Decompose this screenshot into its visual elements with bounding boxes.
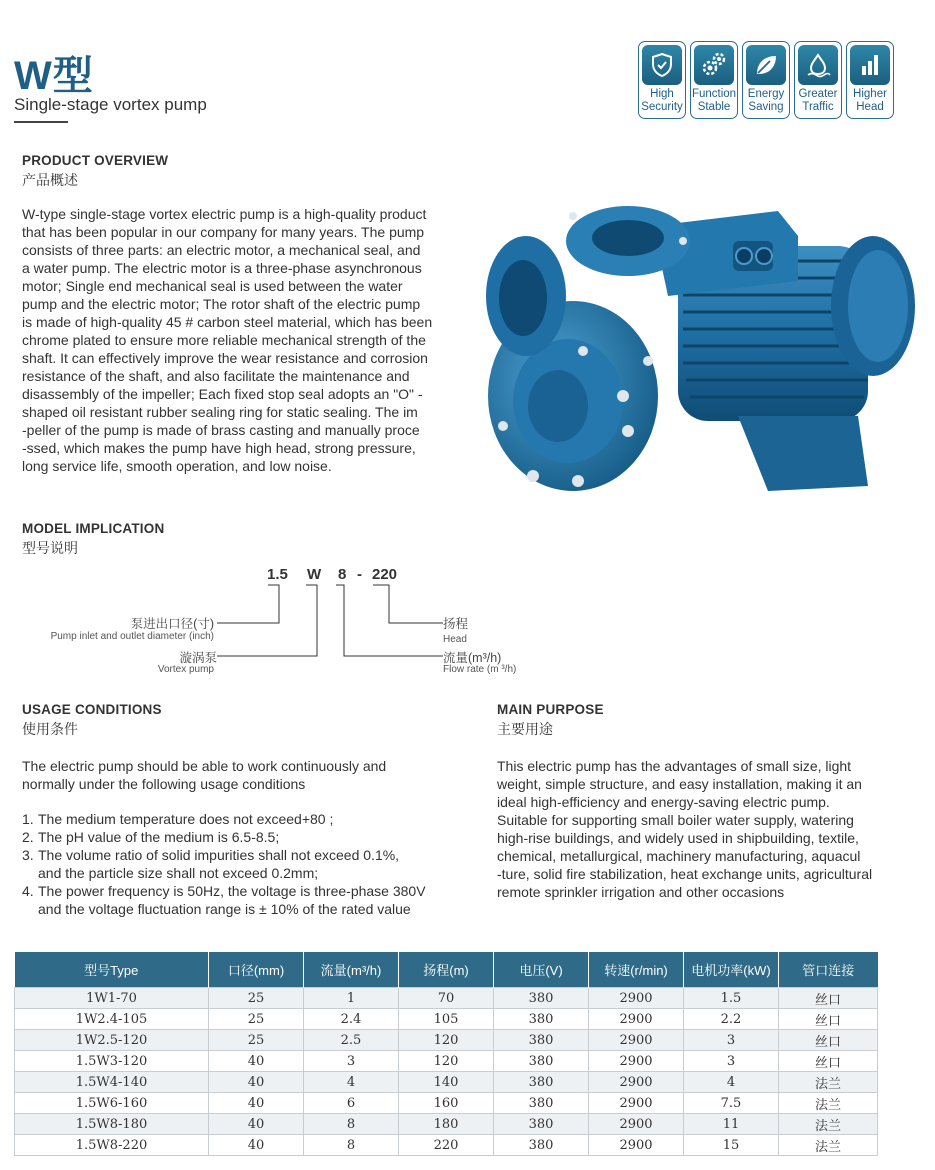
label-head-en: Head xyxy=(443,634,467,645)
table-cell: 11 xyxy=(684,1114,779,1135)
table-cell: 法兰 xyxy=(779,1135,878,1156)
overview-line: -ssed, which makes the pump have high head, strong pressure, xyxy=(22,440,416,456)
table-row xyxy=(15,1093,878,1114)
table-row xyxy=(15,1051,878,1072)
feature-label: Greater Traffic xyxy=(798,88,838,113)
section-title-en: USAGE CONDITIONS xyxy=(22,702,162,717)
overview-line: -peller of the pump is made of brass casting and manually proce xyxy=(22,422,420,438)
page-title: W型 xyxy=(14,54,94,98)
purpose-line: ideal high-efficiency and energy-saving electric pump. xyxy=(497,794,830,810)
overview-line: a water pump. The electric motor is a three-phase asynchronous xyxy=(22,260,422,276)
purpose-line: weight, simple structure, and easy installation, making it an xyxy=(497,776,862,792)
feature-label: High Security xyxy=(641,88,683,113)
table-cell: 220 xyxy=(399,1135,494,1156)
table-cell: 法兰 xyxy=(779,1072,878,1093)
table-cell: 1.5W8-180 xyxy=(15,1114,209,1135)
label-flow-rate-zh: 流量(m³/h) xyxy=(443,651,502,665)
table-cell: 380 xyxy=(494,1093,589,1114)
usage-heading xyxy=(22,702,162,739)
table-cell: 2.4 xyxy=(304,1009,399,1030)
feature-label: Higher Head xyxy=(853,88,887,113)
list-line: The pH value of the medium is 6.5-8.5; xyxy=(38,829,280,845)
label-vortex-pump-en: Vortex pump xyxy=(157,664,214,675)
purpose-text xyxy=(497,757,922,901)
purpose-line: remote sprinkler irrigation and other occasions xyxy=(497,884,785,900)
model-code-part: 1.5 xyxy=(267,566,288,583)
list-item xyxy=(22,846,482,882)
list-line: The medium temperature does not exceed+80 ; xyxy=(38,811,334,827)
model-code-part: 8 xyxy=(338,566,347,583)
table-cell: 2900 xyxy=(589,1114,684,1135)
list-line: The volume ratio of solid impurities shall not exceed 0.1%, xyxy=(38,847,400,863)
table-cell: 2900 xyxy=(589,1072,684,1093)
list-item xyxy=(22,828,482,846)
table-cell: 380 xyxy=(494,1135,589,1156)
section-title-en: PRODUCT OVERVIEW xyxy=(22,153,169,168)
section-title-zh: 主要用途 xyxy=(497,721,553,737)
table-cell: 1.5W4-140 xyxy=(15,1072,209,1093)
table-cell: 380 xyxy=(494,988,589,1009)
table-header-cell: 流量(m³/h) xyxy=(304,952,399,988)
label-vortex-pump-zh: 漩涡泵 xyxy=(179,651,217,665)
table-cell: 2900 xyxy=(589,1135,684,1156)
list-line: The power frequency is 50Hz, the voltage is three-phase 380V xyxy=(38,883,426,899)
table-row xyxy=(15,1114,878,1135)
table-cell: 丝口 xyxy=(779,1009,878,1030)
overview-line: W-type single-stage vortex electric pump is a high-quality product xyxy=(22,206,427,222)
table-cell: 3 xyxy=(684,1051,779,1072)
table-cell: 380 xyxy=(494,1072,589,1093)
feature-label: Energy Saving xyxy=(747,88,785,113)
table-header-cell: 电机功率(kW) xyxy=(684,952,779,988)
table-cell: 105 xyxy=(399,1009,494,1030)
table-cell: 1 xyxy=(304,988,399,1009)
label-inlet-diameter-en: Pump inlet and outlet diameter (inch) xyxy=(50,631,214,642)
table-cell: 2.5 xyxy=(304,1030,399,1051)
label-head xyxy=(443,614,468,646)
list-number: 1. xyxy=(22,811,34,827)
table-cell: 120 xyxy=(399,1051,494,1072)
table-cell: 1W2.4-105 xyxy=(15,1009,209,1030)
usage-list xyxy=(22,810,482,918)
table-cell: 1.5W3-120 xyxy=(15,1051,209,1072)
table-cell: 1.5W8-220 xyxy=(15,1135,209,1156)
usage-intro xyxy=(22,757,482,793)
section-title-en: MODEL IMPLICATION xyxy=(22,521,165,536)
table-row xyxy=(15,1072,878,1093)
table-cell: 2.2 xyxy=(684,1009,779,1030)
table-cell: 160 xyxy=(399,1093,494,1114)
table-header-cell: 型号Type xyxy=(15,952,209,988)
overview-line: motor; Single end mechanical seal is used between the water xyxy=(22,278,403,294)
table-cell: 380 xyxy=(494,1114,589,1135)
usage-intro-line: normally under the following usage conditions xyxy=(22,776,306,792)
list-number: 4. xyxy=(22,883,34,899)
purpose-line: This electric pump has the advantages of small size, light xyxy=(497,758,852,774)
table-header-cell: 扬程(m) xyxy=(399,952,494,988)
table-cell: 1W2.5-120 xyxy=(15,1030,209,1051)
table-cell: 丝口 xyxy=(779,1030,878,1051)
table-cell: 丝口 xyxy=(779,988,878,1009)
table-cell: 2900 xyxy=(589,1051,684,1072)
overview-line: is made of high-quality 45 # carbon steel material, which has been xyxy=(22,314,433,330)
table-cell: 380 xyxy=(494,1030,589,1051)
list-line: and the voltage fluctuation range is ± 10% of the rated value xyxy=(38,901,411,917)
overview-line: that has been popular in our company for many years. The pump xyxy=(22,224,425,240)
purpose-line: high-rise buildings, and widely used in shipbuilding, textile, xyxy=(497,830,859,846)
table-cell: 40 xyxy=(209,1051,304,1072)
table-header-cell: 口径(mm) xyxy=(209,952,304,988)
list-number: 3. xyxy=(22,847,34,863)
model-code-part: 220 xyxy=(372,566,398,583)
table-cell: 40 xyxy=(209,1114,304,1135)
table-cell: 2900 xyxy=(589,1093,684,1114)
overview-line: disassembly of the impeller; Each fixed stop seal adopts an "O" - xyxy=(22,386,423,402)
table-cell: 8 xyxy=(304,1114,399,1135)
model-code-part: W xyxy=(307,566,322,583)
section-title-zh: 使用条件 xyxy=(22,721,78,737)
table-cell: 法兰 xyxy=(779,1114,878,1135)
table-cell: 2900 xyxy=(589,1009,684,1030)
table-cell: 4 xyxy=(304,1072,399,1093)
table-cell: 丝口 xyxy=(779,1051,878,1072)
list-item xyxy=(22,882,482,918)
list-number: 2. xyxy=(22,829,34,845)
page-subtitle: Single-stage vortex pump xyxy=(14,95,207,114)
table-cell: 3 xyxy=(304,1051,399,1072)
table-header-row xyxy=(15,952,878,988)
table-cell: 40 xyxy=(209,1072,304,1093)
table-cell: 380 xyxy=(494,1009,589,1030)
table-cell: 1.5 xyxy=(684,988,779,1009)
overview-line: consists of three parts: an electric motor, a mechanical seal, and xyxy=(22,242,421,258)
table-cell: 25 xyxy=(209,1009,304,1030)
table-row xyxy=(15,1030,878,1051)
purpose-line: chemical, metallurgical, machinery manufacturing, aquacul xyxy=(497,848,861,864)
table-body xyxy=(15,988,878,1156)
overview-line: long service life, smooth operation, and low noise. xyxy=(22,458,332,474)
label-head-zh: 扬程 xyxy=(443,617,468,631)
table-cell: 1W1-70 xyxy=(15,988,209,1009)
table-cell: 180 xyxy=(399,1114,494,1135)
table-cell: 2900 xyxy=(589,1030,684,1051)
table-cell: 140 xyxy=(399,1072,494,1093)
table-cell: 40 xyxy=(209,1093,304,1114)
label-inlet-diameter-zh: 泵进出口径(寸) xyxy=(130,617,214,631)
section-title-zh: 型号说明 xyxy=(22,540,78,556)
spec-table xyxy=(14,952,878,1156)
table-cell: 7.5 xyxy=(684,1093,779,1114)
table-cell: 6 xyxy=(304,1093,399,1114)
table-cell: 4 xyxy=(684,1072,779,1093)
overview-line: shaft. It can effectively improve the wear resistance and corrosion xyxy=(22,350,428,366)
table-cell: 3 xyxy=(684,1030,779,1051)
table-header-cell: 电压(V) xyxy=(494,952,589,988)
overview-line: resistance of the shaft, and also facilitate the maintenance and xyxy=(22,368,410,384)
purpose-line: Suitable for supporting small boiler water supply, watering xyxy=(497,812,854,828)
usage-intro-line: The electric pump should be able to work continuously and xyxy=(22,758,387,774)
table-header-cell: 转速(r/min) xyxy=(589,952,684,988)
table-row xyxy=(15,1135,878,1156)
list-line: and the particle size shall not exceed 0.2mm; xyxy=(38,865,319,881)
section-title-zh: 产品概述 xyxy=(22,172,78,188)
label-flow-rate-en: Flow rate (m ³/h) xyxy=(443,664,517,675)
list-item xyxy=(22,810,482,828)
overview-line: shaped oil resistant rubber sealing ring for static sealing. The im xyxy=(22,404,418,420)
table-header-cell: 管口连接 xyxy=(779,952,878,988)
table-row xyxy=(15,1009,878,1030)
table-cell: 8 xyxy=(304,1135,399,1156)
table-cell: 25 xyxy=(209,988,304,1009)
section-title-en: MAIN PURPOSE xyxy=(497,702,604,717)
table-cell: 2900 xyxy=(589,988,684,1009)
table-row xyxy=(15,988,878,1009)
table-cell: 1.5W6-160 xyxy=(15,1093,209,1114)
purpose-line: -ture, solid fire stabilization, heat exchange units, agricultural xyxy=(497,866,873,882)
table-cell: 15 xyxy=(684,1135,779,1156)
table-cell: 70 xyxy=(399,988,494,1009)
table-cell: 40 xyxy=(209,1135,304,1156)
table-cell: 25 xyxy=(209,1030,304,1051)
table-cell: 法兰 xyxy=(779,1093,878,1114)
feature-label: Function Stable xyxy=(691,88,737,113)
purpose-heading xyxy=(497,702,604,739)
overview-line: chrome plated to ensure more reliable mechanical strength of the xyxy=(22,332,426,348)
overview-line: pump and the electric motor; The rotor shaft of the electric pump xyxy=(22,296,421,312)
table-cell: 120 xyxy=(399,1030,494,1051)
table-cell: 380 xyxy=(494,1051,589,1072)
model-code-part: - xyxy=(357,566,362,583)
